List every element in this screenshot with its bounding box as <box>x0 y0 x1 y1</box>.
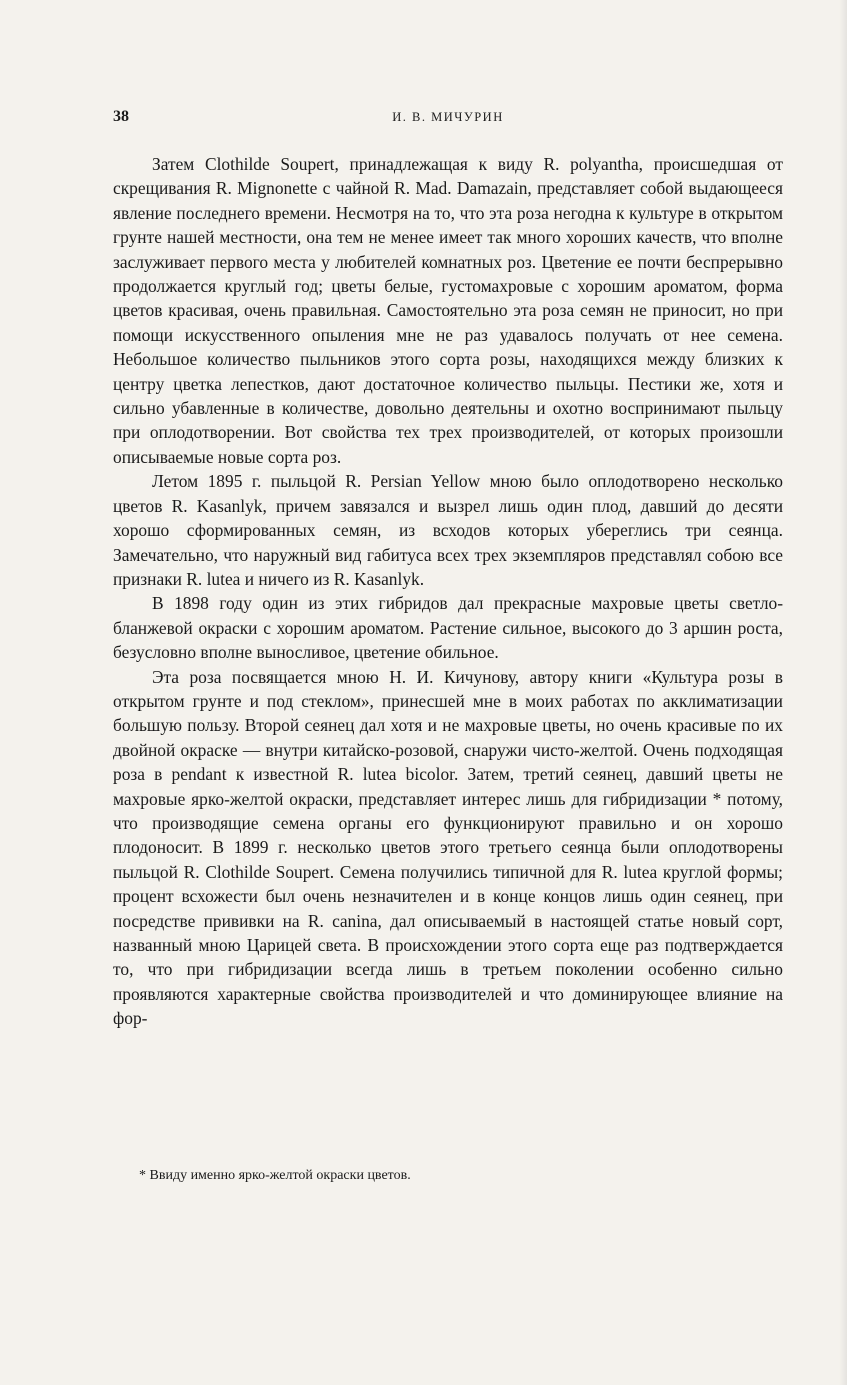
body-text <box>113 152 783 1031</box>
paragraph: Летом 1895 г. пыльцой R. Persian Yellow мною было оплодотворено несколько цветов R. Kasanlyk, причем завязался и вызрел лишь один плод, давший до десяти хорошо сформированных семян, из всходов которых убереглись три сеянца. Замечательно, что наружный вид габитуса всех трех экземпляров представлял собою все признаки R. lutea и ничего из R. Kasanlyk. <box>113 471 783 589</box>
running-head: И. В. МИЧУРИН <box>392 110 504 124</box>
page-edge-shadow <box>839 0 847 1385</box>
paragraph: Эта роза посвящается мною Н. И. Кичунову, автору книги «Культура розы в открытом грунте и под стеклом», принесшей мне в моих работах по акклиматизации большую пользу. Второй сеянец дал хотя и не махровые цветы, но очень красивые по их двойной окраске — внутри китайско-розовой, снаружи чисто-желтой. Очень подходящая роза в pendant к известной R. lutea bicolor. Затем, третий сеянец, давший цветы не махровые ярко-желтой окраски, представляет интерес лишь для гибридизации * потому, что производящие семена органы его функционируют правильно и он хорошо плодоносит. В 1899 г. несколько цветов этого третьего сеянца были оплодотворены пыльцой R. Clothilde Soupert. Семена получились типичной для R. lutea круглой формы; процент всхожести был очень незначителен и в конце концов лишь один сеянец, при посредстве прививки на R. canina, дал описываемый в настоящей статье новый сорт, названный мною Царицей света. В происхождении этого сорта еще раз подтверждается то, что при гибридизации всегда лишь в третьем поколении особенно сильно проявляются характерные свойства производителей и что доминирующее влияние на фор- <box>113 666 783 1029</box>
paragraph: В 1898 году один из этих гибридов дал прекрасные махровые цветы светло-бланжевой окраски с хорошим ароматом. Растение сильное, высокого до 3 аршин роста, безусловно вполне выносливое, цветение обильное. <box>113 593 783 663</box>
page-header <box>113 108 783 132</box>
paragraph: Затем Clothilde Soupert, принадлежащая к виду R. polyantha, происшедшая от скрещивания R. Mignonette с чайной R. Mad. Damazain, представляет собой выдающееся явление последнего времени. Несмотря на то, что эта роза негодна к культуре в открытом грунте нашей местности, она тем не менее имеет так много хороших качеств, что вполне заслуживает первого места у любителей комнатных роз. Цветение ее почти беспрерывно продолжается круглый год; цветы белые, густомахровые с хорошим ароматом, форма цветов красивая, очень правильная. Самостоятельно эта роза семян не приносит, но при помощи искусственного опыления мне не раз удавалось получать от нее семена. Небольшое количество пыльников этого сорта розы, находящихся между близких к центру цветка лепестков, дают достаточное количество пыльцы. Пестики же, хотя и сильно убавленные в количестве, довольно деятельны и охотно воспринимают пыльцу при оплодотворении. Вот свойства тех трех производителей, от которых произошли описываемые новые сорта роз. <box>113 154 783 467</box>
footnote: * Ввиду именно ярко-желтой окраски цветов. <box>139 1168 411 1183</box>
page-number: 38 <box>113 108 129 125</box>
